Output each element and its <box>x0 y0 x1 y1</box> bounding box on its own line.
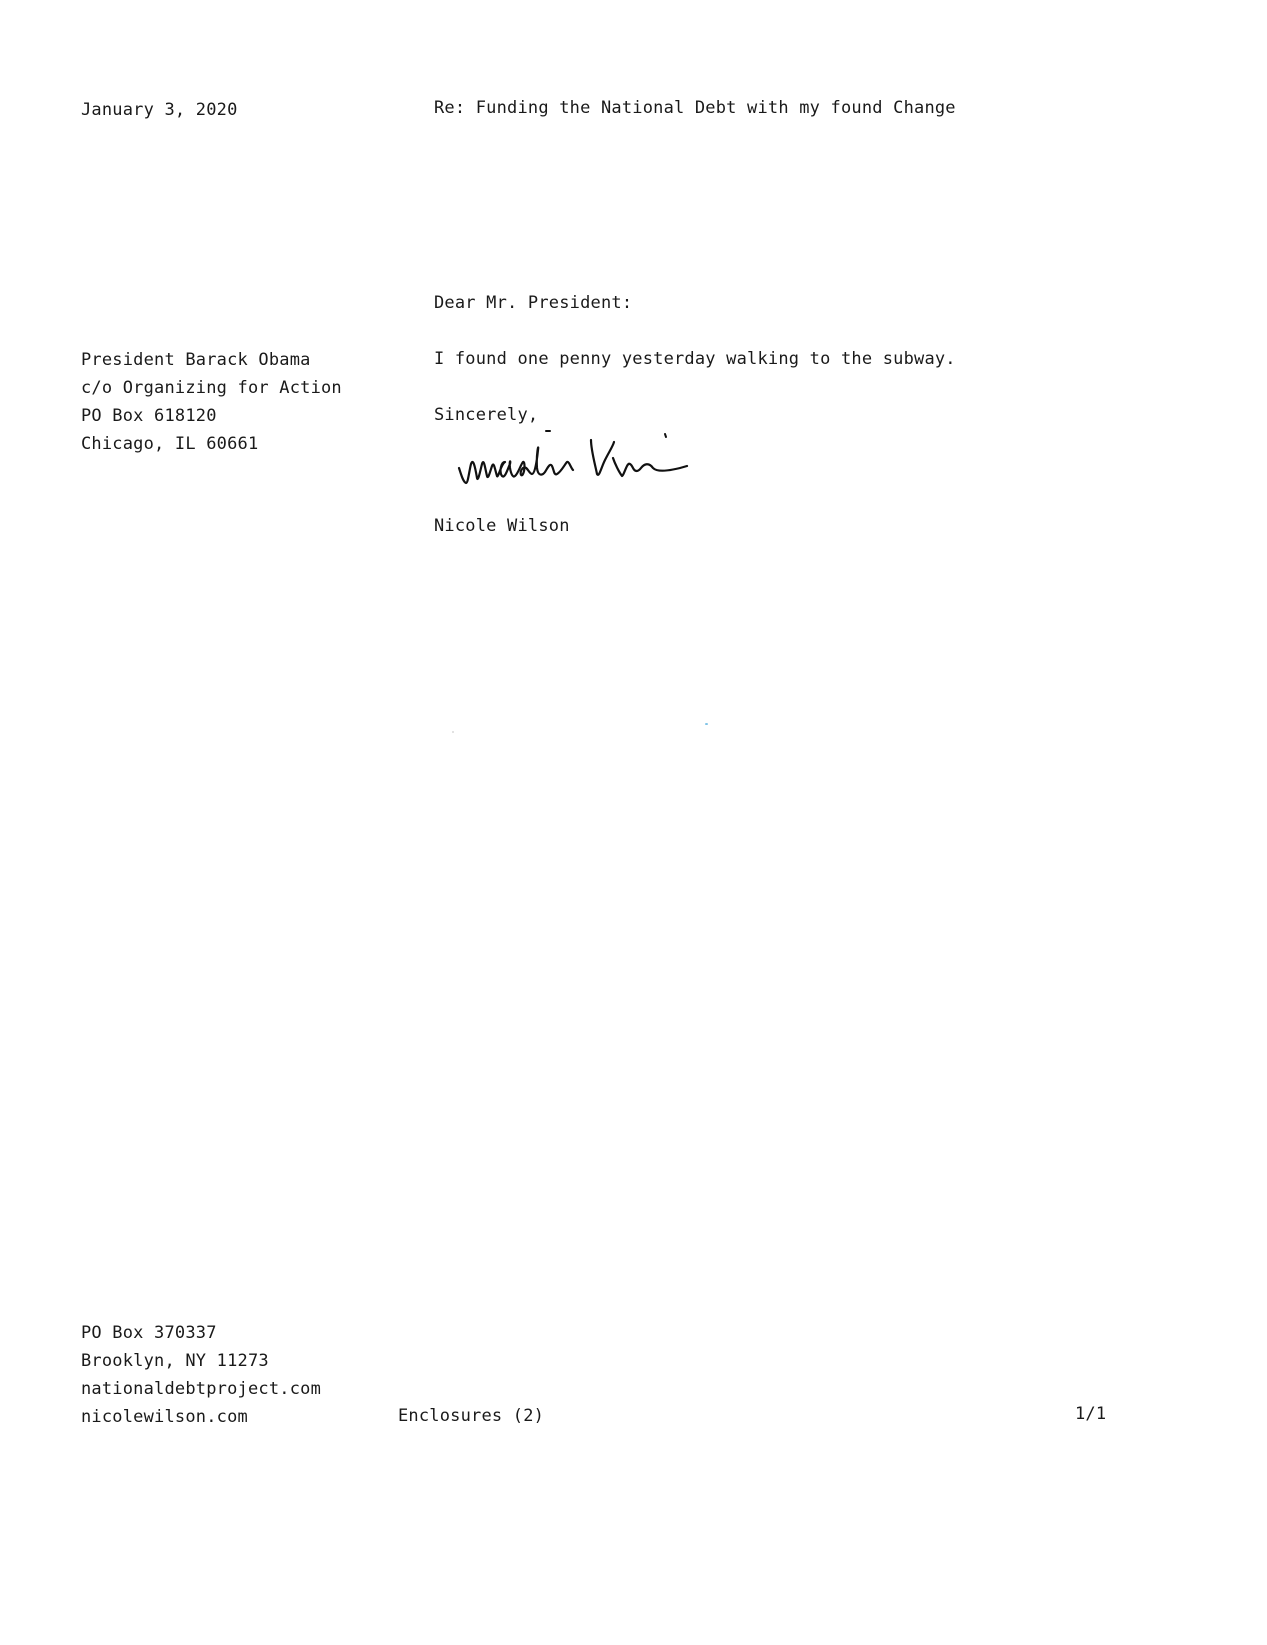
recipient-line: Chicago, IL 60661 <box>81 434 259 454</box>
letter-date: January 3, 2020 <box>81 100 238 120</box>
letter-body: I found one penny yesterday walking to the subway. <box>434 349 956 369</box>
salutation: Dear Mr. President: <box>434 293 633 313</box>
scan-speck <box>705 723 708 725</box>
closing: Sincerely, <box>434 405 539 425</box>
recipient-line: c/o Organizing for Action <box>81 378 342 398</box>
sender-line: PO Box 370337 <box>81 1323 217 1343</box>
signer-name: Nicole Wilson <box>434 516 570 536</box>
scan-speck <box>452 731 454 733</box>
recipient-line: President Barack Obama <box>81 350 311 370</box>
subject-line: Re: Funding the National Debt with my found Change <box>434 98 956 118</box>
enclosures-note: Enclosures (2) <box>398 1406 545 1426</box>
sender-website: nicolewilson.com <box>81 1407 248 1427</box>
page-number: 1/1 <box>1075 1404 1107 1424</box>
sender-line: Brooklyn, NY 11273 <box>81 1351 269 1371</box>
sender-address <box>81 1319 321 1431</box>
recipient-line: PO Box 618120 <box>81 406 217 426</box>
sender-website: nationaldebtproject.com <box>81 1379 322 1399</box>
recipient-address <box>81 346 342 458</box>
handwritten-signature <box>455 428 695 490</box>
